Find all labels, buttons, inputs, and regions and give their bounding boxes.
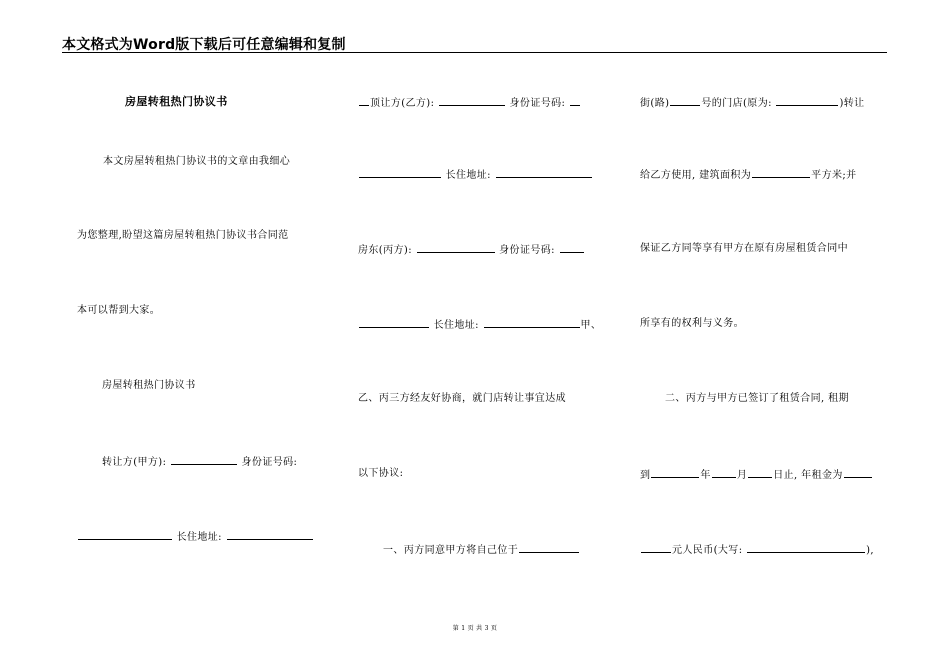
text-fragment: )转让 xyxy=(839,98,865,109)
text-fragment: ), xyxy=(866,545,874,556)
fill-in-blank xyxy=(712,468,736,478)
fill-in-blank xyxy=(439,96,505,106)
text-fragment: 身份证号码: xyxy=(495,245,559,256)
text-line xyxy=(640,96,865,110)
text-fragment: 二、丙方与甲方已签订了租赁合同, 租期 xyxy=(665,393,849,404)
page-footer: 第 1 页 共 3 页 xyxy=(452,625,498,632)
text-fragment: 为您整理,盼望这篇房屋转租热门协议书合同范 xyxy=(77,230,289,241)
text-fragment: 房屋转租热门协议书 xyxy=(125,95,228,108)
text-line xyxy=(358,168,593,182)
text-fragment: 保证乙方同等享有甲方在原有房屋租赁合同中 xyxy=(640,243,848,254)
fill-in-blank xyxy=(752,168,810,178)
fill-in-blank xyxy=(484,318,580,328)
text-line xyxy=(358,243,585,257)
fill-in-blank xyxy=(651,468,699,478)
text-fragment: 转让方(甲方): xyxy=(102,457,170,468)
text-line xyxy=(640,543,874,557)
text-fragment: 房东(丙方): xyxy=(358,245,416,256)
fill-in-blank xyxy=(560,243,584,253)
text-fragment: 长住地址: xyxy=(173,532,226,543)
text-fragment: 月 xyxy=(736,470,748,481)
document-title xyxy=(125,96,228,108)
text-line xyxy=(358,468,403,480)
text-line xyxy=(77,305,160,317)
fill-in-blank xyxy=(359,96,369,106)
fill-in-blank xyxy=(171,455,237,465)
fill-in-blank xyxy=(776,96,838,106)
text-fragment: 日止, 年租金为 xyxy=(773,470,843,481)
fill-in-blank xyxy=(670,96,700,106)
fill-in-blank xyxy=(417,243,495,253)
fill-in-blank xyxy=(78,530,172,540)
text-fragment: 房屋转租热门协议书 xyxy=(102,380,196,391)
text-fragment: 身份证号码: xyxy=(237,457,298,468)
text-fragment: 年 xyxy=(700,470,711,481)
text-line xyxy=(640,243,848,255)
fill-in-blank xyxy=(570,96,580,106)
text-fragment: 所享有的权利与义务。 xyxy=(640,318,744,329)
fill-in-blank xyxy=(641,543,671,553)
text-line xyxy=(383,543,580,557)
fill-in-blank xyxy=(519,543,579,553)
text-fragment: 号的门店(原为: xyxy=(701,98,776,109)
text-fragment: 元人民币(大写: xyxy=(672,545,747,556)
text-line xyxy=(640,318,744,330)
document-header: 本文格式为Word版下载后可任意编辑和复制 xyxy=(62,37,346,53)
fill-in-blank xyxy=(359,168,441,178)
text-line xyxy=(665,393,849,405)
text-fragment: 顶让方(乙方): xyxy=(370,98,438,109)
header-divider xyxy=(62,52,887,53)
text-fragment: 一、丙方同意甲方将自己位于 xyxy=(383,545,519,556)
text-fragment: 身份证号码: xyxy=(505,98,569,109)
text-fragment: 到 xyxy=(640,470,651,481)
text-line xyxy=(102,380,196,392)
text-fragment: 乙、丙三方经友好协商，就门店转让事宜达成 xyxy=(358,393,566,404)
text-fragment: 长住地址: xyxy=(430,320,483,331)
text-fragment: 甲、 xyxy=(580,320,602,331)
text-line xyxy=(102,455,297,469)
text-line xyxy=(77,230,289,242)
fill-in-blank xyxy=(747,543,865,553)
text-fragment: 本文房屋转租热门协议书的文章由我细心 xyxy=(103,156,291,167)
text-line xyxy=(358,318,601,332)
text-fragment: 长住地址: xyxy=(442,170,495,181)
fill-in-blank xyxy=(496,168,592,178)
fill-in-blank xyxy=(844,468,872,478)
text-fragment: 街(路) xyxy=(640,98,670,109)
text-line xyxy=(640,468,873,482)
text-fragment: 以下协议: xyxy=(358,468,404,479)
fill-in-blank xyxy=(359,318,429,328)
text-line xyxy=(103,156,290,168)
text-fragment: 平方米;并 xyxy=(811,170,857,181)
fill-in-blank xyxy=(227,530,313,540)
text-line xyxy=(640,168,857,182)
text-line xyxy=(77,530,314,544)
text-fragment: 本可以帮到大家。 xyxy=(77,305,161,316)
fill-in-blank xyxy=(748,468,772,478)
text-fragment: 给乙方使用, 建筑面积为 xyxy=(640,170,752,181)
text-line xyxy=(358,96,581,110)
text-line xyxy=(358,393,566,405)
